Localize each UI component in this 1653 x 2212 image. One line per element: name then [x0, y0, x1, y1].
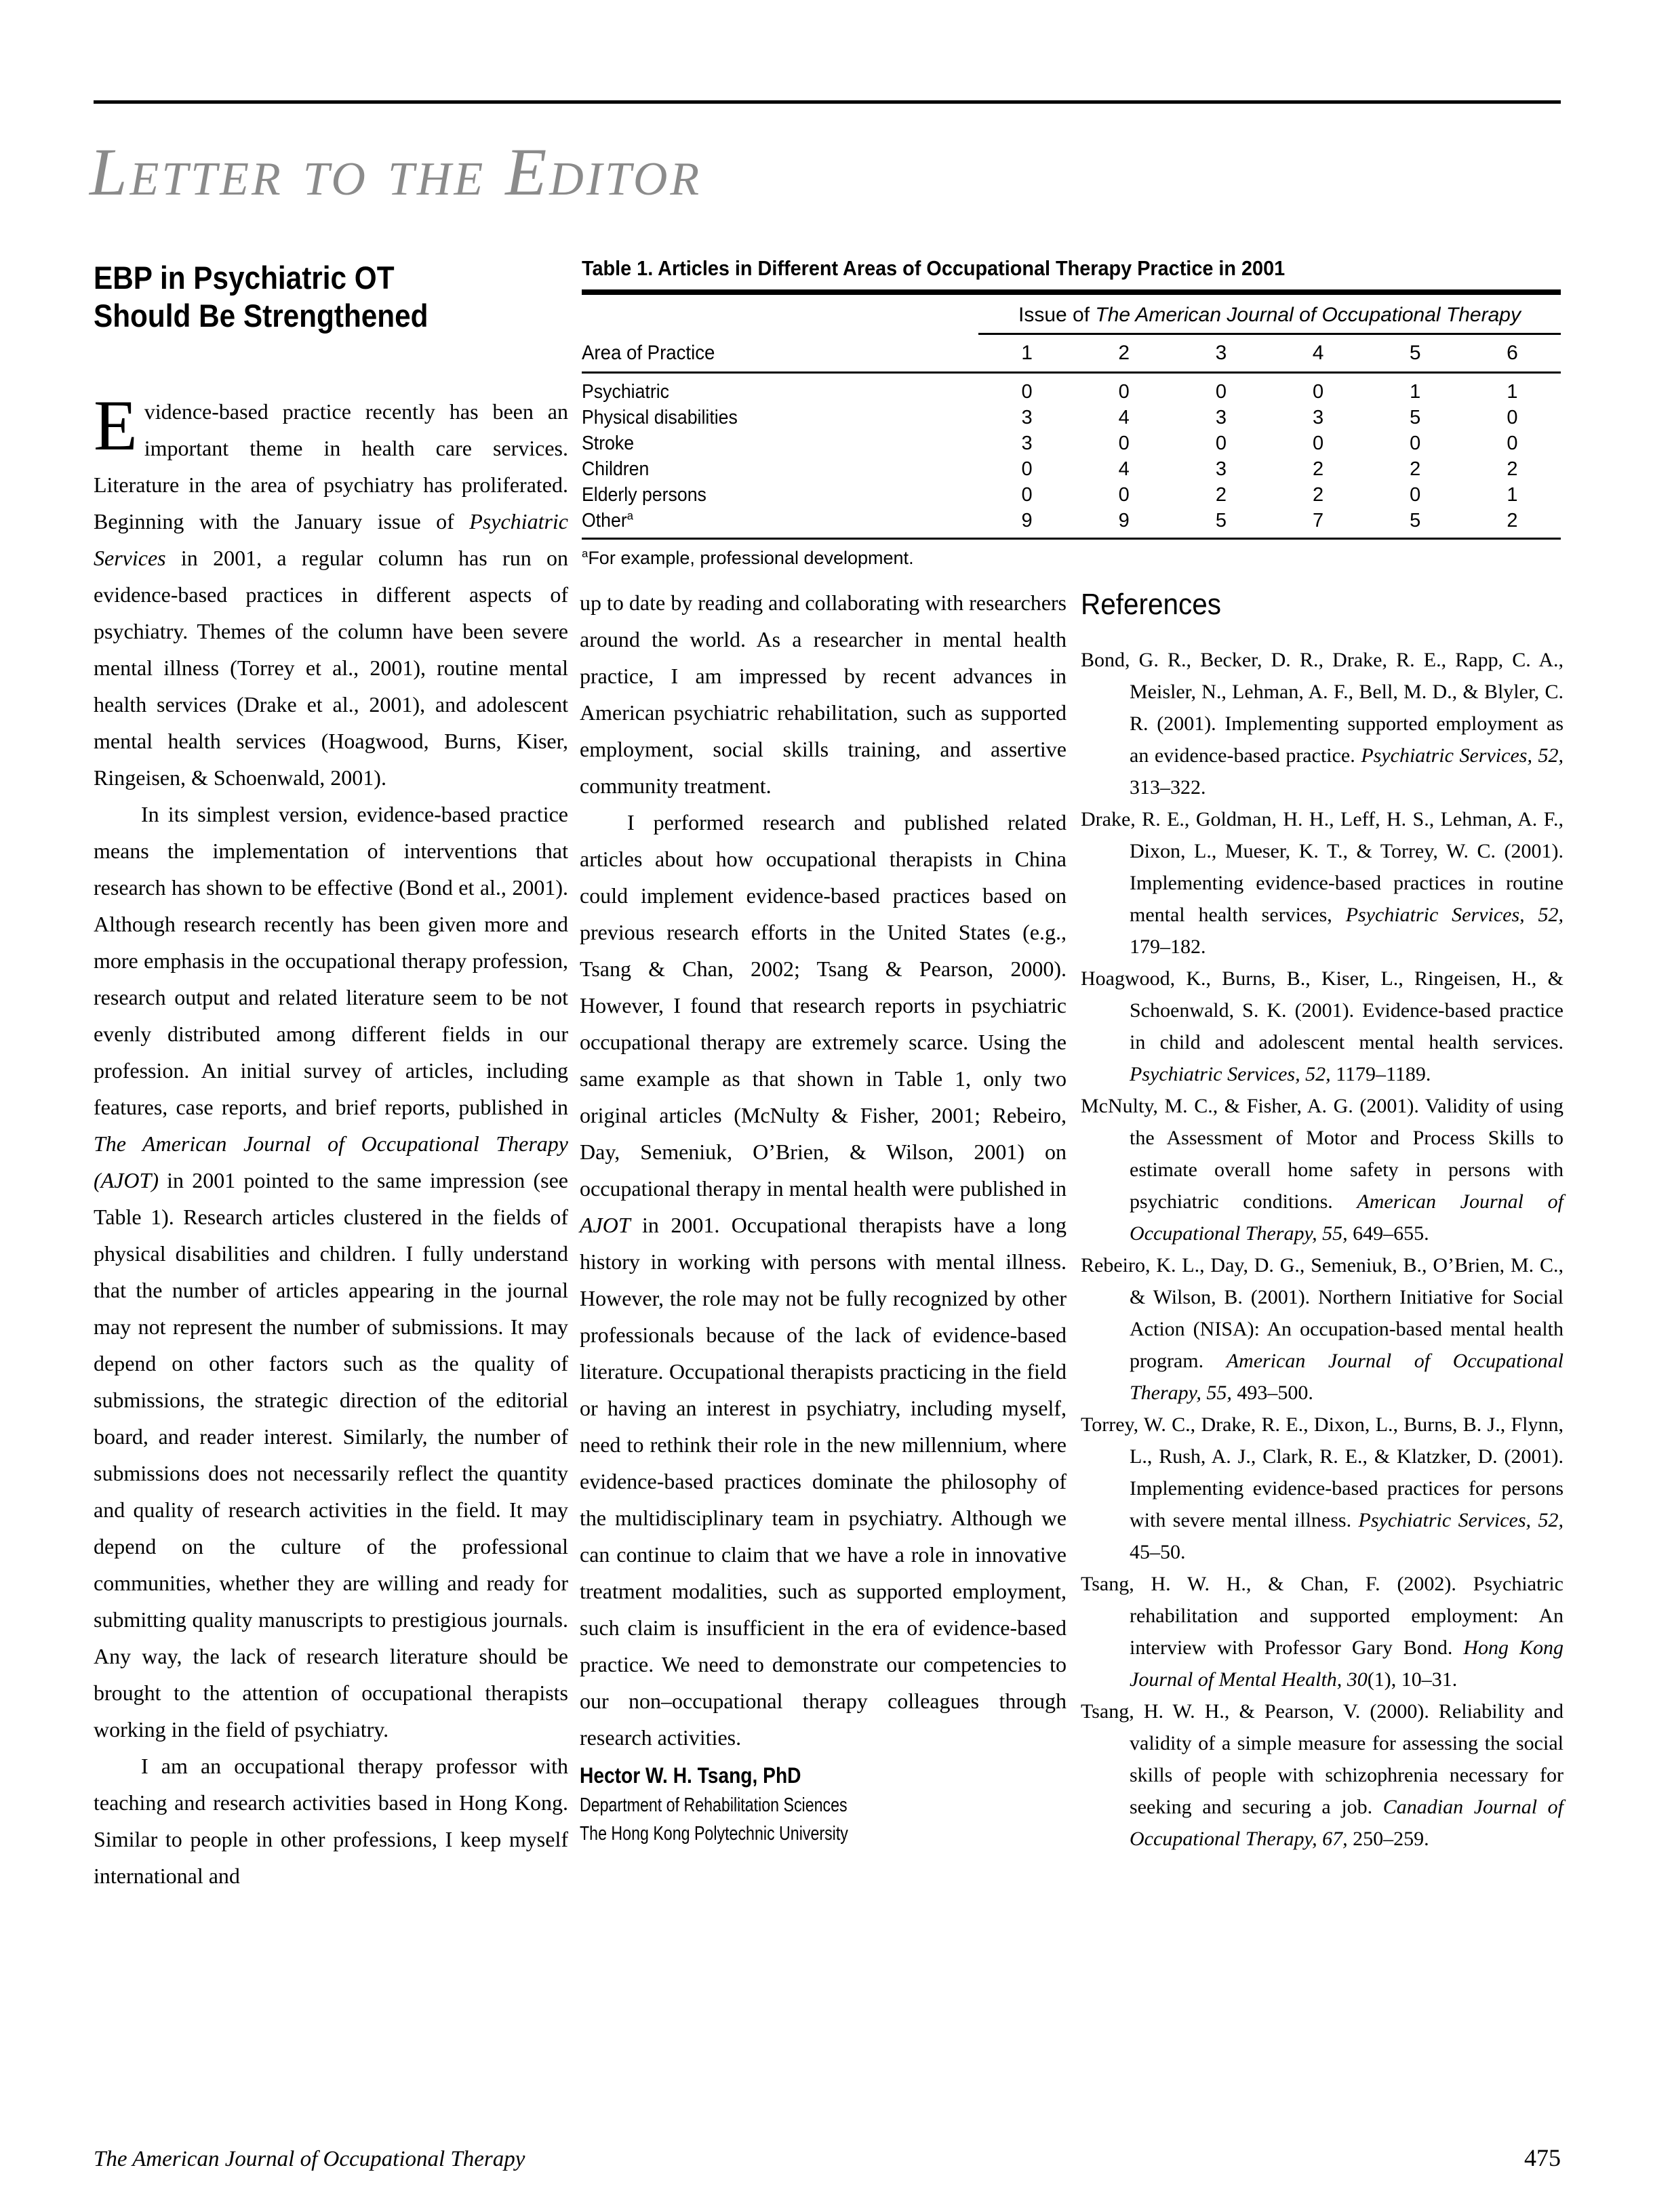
table-footnote — [582, 546, 1561, 569]
text-run: vidence-based practice recently has been an important theme in health care services. Literature in the area of psychiatry has proliferated. Beginning with the January issue of — [94, 399, 568, 534]
footer-page-number: 475 — [1524, 2144, 1561, 2171]
table-row — [582, 379, 1561, 405]
text-run: I performed research and published related articles about how occupational therapists in China could implement evidence-based practices based on previous research efforts in the United States (e.g., Tsang & Chan, 2002; Tsang & Pearson, 2000). However, I found that research reports in psychiatric occupational therapy are extremely scarce. Using the same example as that shown in Table 1, only two original articles (McNulty & Fisher, 2001; Rebeiro, Day, Semeniuk, O’Brien, & Wilson, 2001) on occupational therapy in mental health were published in — [580, 810, 1067, 1201]
journal-title-run: American Journal of Occupational Therapy, 55, — [1130, 1350, 1564, 1404]
table-row — [582, 430, 1561, 456]
reference-text-run: Torrey, W. C., Drake, R. E., Dixon, L., Burns, B. J., Flynn, L., Rush, A. J., Clark, R. E., & Klatzker, D. (2001). Implementing evidence-based practices for persons with severe mental illness. — [1081, 1413, 1564, 1531]
table-cell: 2 — [1313, 458, 1324, 480]
table-row — [582, 508, 1561, 534]
paragraph — [580, 584, 1067, 804]
table-cell: 9 — [1118, 509, 1130, 531]
column-references — [1081, 588, 1564, 1855]
table-cell: 5 — [1410, 406, 1421, 428]
table-cell: 1 — [1507, 380, 1518, 403]
table-cell: 2 — [1215, 483, 1227, 506]
table-row-label: Physical disabilities — [582, 406, 738, 428]
reference-text-run: Rebeiro, K. L., Day, D. G., Semeniuk, B., O’Brien, M. C., & Wilson, B. (2001). Northern Initiative for Social Action (NISA): An occupation-based mental health program. — [1081, 1254, 1564, 1372]
text-run: in 2001 pointed to the same impression (see Table 1). Research articles clustered in the fields of physical disabilities and children. I fully understand that the number of articles appearing in the journal may not represent the number of submissions. It may depend on other factors such as the quality of submissions, the strategic direction of the editorial board, and reader interest. Similarly, the number of submissions does not necessarily reflect the quantity and quality of research activities in the field. It may depend on the culture of the professional communities, whether they are willing and ready for submitting quality manuscripts to prestigious journals. Any way, the lack of research literature should be brought to the attention of occupational therapists working in the field of psychiatry. — [94, 1168, 568, 1742]
reference-text-run: (1), 10–31. — [1367, 1668, 1458, 1691]
reference-text-run: Drake, R. E., Goldman, H. H., Leff, H. S., Lehman, A. F., Dixon, L., Mueser, K. T., & Torrey, W. C. (2001). Implementing evidence-based practices in routine mental health services, — [1081, 808, 1564, 926]
reference-text-run: 45–50. — [1130, 1541, 1186, 1563]
table-cell: 0 — [1507, 406, 1518, 428]
table-cell: 0 — [1118, 380, 1130, 403]
table-row — [582, 482, 1561, 508]
reference-text-run: 313–322. — [1130, 776, 1206, 799]
table-cell: 0 — [1410, 483, 1421, 506]
table-column-header: 3 — [1215, 342, 1227, 364]
page-footer — [94, 2144, 1561, 2172]
table-cell: 3 — [1021, 432, 1033, 454]
table-top-rule — [582, 289, 1561, 295]
table-column-header-area: Area of Practice — [582, 342, 715, 364]
author-department: Department of Rehabilitation Sciences — [580, 1794, 848, 1816]
author-name: Hector W. H. Tsang, PhD — [580, 1763, 801, 1788]
references-heading: References — [1081, 588, 1222, 621]
table-cell: 9 — [1021, 509, 1033, 531]
journal-title-run: Psychiatric Services, 52, — [1345, 904, 1564, 926]
reference-item — [1081, 963, 1564, 1090]
reference-text-run: 1179–1189. — [1330, 1063, 1431, 1085]
table-row-label: Psychiatric — [582, 380, 669, 403]
journal-title-run: Psychiatric Services, 52, — [1361, 744, 1564, 767]
reference-text-run: McNulty, M. C., & Fisher, A. G. (2001). Validity of using the Assessment of Motor and Process Skills to estimate overall home safety in persons with psychiatric conditions. — [1081, 1095, 1564, 1213]
table-cell: 2 — [1507, 458, 1518, 480]
table-cell: 4 — [1118, 458, 1130, 480]
table-cell: 3 — [1215, 406, 1227, 428]
reference-item — [1081, 1249, 1564, 1409]
article-title-line1: EBP in Psychiatric OT — [94, 260, 395, 296]
reference-item — [1081, 644, 1564, 803]
table-column-header: 1 — [1021, 342, 1033, 364]
table-row-label: Children — [582, 458, 650, 480]
reference-item — [1081, 1568, 1564, 1695]
table-cell: 0 — [1021, 458, 1033, 480]
table-cell: 3 — [1215, 458, 1227, 480]
table-cell: 0 — [1313, 380, 1324, 403]
text-run: in 2001. Occupational therapists have a long history in working with persons with mental illness. However, the role may not be fully recognized by other professionals because of the lack of evidence-based literature. Occupational therapists practicing in the field or having an interest in psychiatry, including myself, need to rethink their role in the new millennium, where evidence-based practices dominate the philosophy of the multidisciplinary team in psychiatry. Although we can continue to claim that we have a role in innovative treatment modalities, such as supported employment, such claim is insufficient in the era of evidence-based practice. We need to demonstrate our competencies to our non–occupational therapy colleagues through research activities. — [580, 1213, 1067, 1750]
table-column-header: 2 — [1118, 342, 1130, 364]
reference-item — [1081, 1409, 1564, 1568]
footnote-marker: a — [626, 508, 633, 522]
table-cell: 0 — [1215, 380, 1227, 403]
table-cell: 0 — [1118, 432, 1130, 454]
table-cell: 0 — [1313, 432, 1324, 454]
table-cell: 0 — [1507, 432, 1518, 454]
table-cell: 0 — [1021, 380, 1033, 403]
text-run: up to date by reading and collaborating with researchers around the world. As a researcher in mental health practice, I am impressed by recent advances in American psychiatric rehabilitation, such as supported employment, social skills training, and assertive community treatment. — [580, 590, 1067, 798]
table-cell: 0 — [1215, 432, 1227, 454]
column-left — [94, 386, 568, 1894]
table-row — [582, 405, 1561, 430]
signature-block — [580, 1760, 1067, 1848]
table-row-label: Other$^a$ — [582, 508, 633, 531]
journal-title-run: Hong Kong Journal of Mental Health, 30 — [1130, 1636, 1564, 1691]
reference-text-run: 179–182. — [1130, 936, 1206, 958]
paragraph — [580, 804, 1067, 1756]
top-rule — [94, 100, 1561, 104]
table-column-header: 6 — [1507, 342, 1518, 364]
table-cell: 3 — [1313, 406, 1324, 428]
journal-title-run: American Journal of Occupational Therapy, 55, — [1130, 1190, 1564, 1245]
table-bottom-rule — [582, 538, 1561, 540]
table-1 — [582, 256, 1561, 569]
reference-text-run: Hoagwood, K., Burns, B., Kiser, L., Ringeisen, H., & Schoenwald, S. K. (2001). Evidence-based practice in child and adolescent mental health services. — [1081, 967, 1564, 1053]
reference-item — [1081, 803, 1564, 963]
table-cell: 2 — [1313, 483, 1324, 506]
table-spanner-row — [582, 295, 1561, 335]
text-run: In its simplest version, evidence-based practice means the implementation of interventions that research has shown to be effective (Bond et al., 2001). Although research recently has been given more and more emphasis in the occupational therapy profession, research output and related literature seem to be not evenly distributed among different fields in our profession. An initial survey of articles, including features, case reports, and brief reports, published in — [94, 802, 568, 1119]
table-body — [582, 374, 1561, 538]
table-cell: 0 — [1118, 483, 1130, 506]
references-list — [1081, 644, 1564, 1855]
table-footnote-text: For example, professional development. — [588, 548, 914, 568]
table-footnote-marker: a — [582, 547, 589, 560]
table-spanner — [978, 295, 1561, 335]
table-caption: Table 1. Articles in Different Areas of Occupational Therapy Practice in 2001 — [582, 256, 1286, 280]
table-cell: 5 — [1215, 509, 1227, 531]
table-spanner-prefix: Issue of — [1018, 304, 1096, 326]
reference-item — [1081, 1695, 1564, 1855]
journal-title-run: Psychiatric Services, 52, — [1130, 1063, 1331, 1085]
table-cell: 0 — [1021, 483, 1033, 506]
table-row-label: Stroke — [582, 432, 635, 454]
reference-text-run: Tsang, H. W. H., & Chan, F. (2002). Psychiatric rehabilitation and supported employment: An interview with Professor Gary Bond. — [1081, 1573, 1564, 1659]
paragraph — [94, 386, 568, 796]
article-title — [94, 259, 429, 335]
table-cell: 4 — [1118, 406, 1130, 428]
reference-text-run: Tsang, H. W. H., & Pearson, V. (2000). Reliability and validity of a simple measure for assessing the social skills of people with schizophrenia necessary for seeking and securing a job. — [1081, 1700, 1564, 1818]
table-row — [582, 456, 1561, 482]
paragraph — [94, 796, 568, 1748]
table-cell: 1 — [1507, 483, 1518, 506]
reference-item — [1081, 1090, 1564, 1249]
journal-title-run: Psychiatric Services, 52, — [1358, 1509, 1564, 1531]
table-cell: 0 — [1410, 432, 1421, 454]
reference-text-run: 649–655. — [1347, 1222, 1429, 1245]
table-cell: 3 — [1021, 406, 1033, 428]
section-masthead: Letter to the Editor — [89, 134, 702, 209]
author-institution: The Hong Kong Polytechnic University — [580, 1823, 848, 1845]
table-column-header: 4 — [1312, 342, 1324, 364]
table-column-header: 5 — [1409, 342, 1421, 364]
reference-text-run: 250–259. — [1347, 1828, 1429, 1850]
table-cell: 1 — [1410, 380, 1421, 403]
table-header-row — [582, 335, 1561, 371]
footer-journal-title: The American Journal of Occupational Therapy — [94, 2147, 525, 2171]
text-run: in 2001, a regular column has run on evidence-based practices in different aspects of psychiatry. Themes of the column have been severe mental illness (Torrey et al., 2001), routine mental health services (Drake et al., 2001), and adolescent mental health services (Hoagwood, Burns, Kiser, Ringeisen, & Schoenwald, 2001). — [94, 546, 568, 790]
text-run: I am an occupational therapy professor with teaching and research activities based in Hong Kong. Similar to people in other professions, I keep myself international and — [94, 1754, 568, 1888]
table-cell: 7 — [1313, 509, 1324, 531]
article-title-line2: Should Be Strengthened — [94, 298, 429, 334]
journal-title-run: Canadian Journal of Occupational Therapy, 67, — [1130, 1796, 1564, 1850]
column-middle — [580, 584, 1067, 1848]
reference-text-run: Bond, G. R., Becker, D. R., Drake, R. E., Rapp, C. A., Meisler, N., Lehman, A. F., Bell, M. D., & Blyler, C. R. (2001). Implementing supported employment as an evidence-based practice. — [1081, 649, 1564, 767]
paragraph — [94, 1748, 568, 1894]
italic-run: The American Journal of Occupational Therapy (AJOT) — [94, 1131, 568, 1192]
table-cell: 2 — [1410, 458, 1421, 480]
italic-run: AJOT — [580, 1213, 631, 1237]
table-spanner-journal: The American Journal of Occupational Therapy — [1095, 304, 1521, 326]
table-row-label: Elderly persons — [582, 483, 706, 506]
table-cell: 5 — [1410, 509, 1421, 531]
table-cell: 2 — [1507, 509, 1518, 531]
drop-cap: E — [94, 386, 138, 465]
italic-run: Psychiatric Services — [94, 509, 568, 570]
reference-text-run: 493–500. — [1231, 1382, 1313, 1404]
